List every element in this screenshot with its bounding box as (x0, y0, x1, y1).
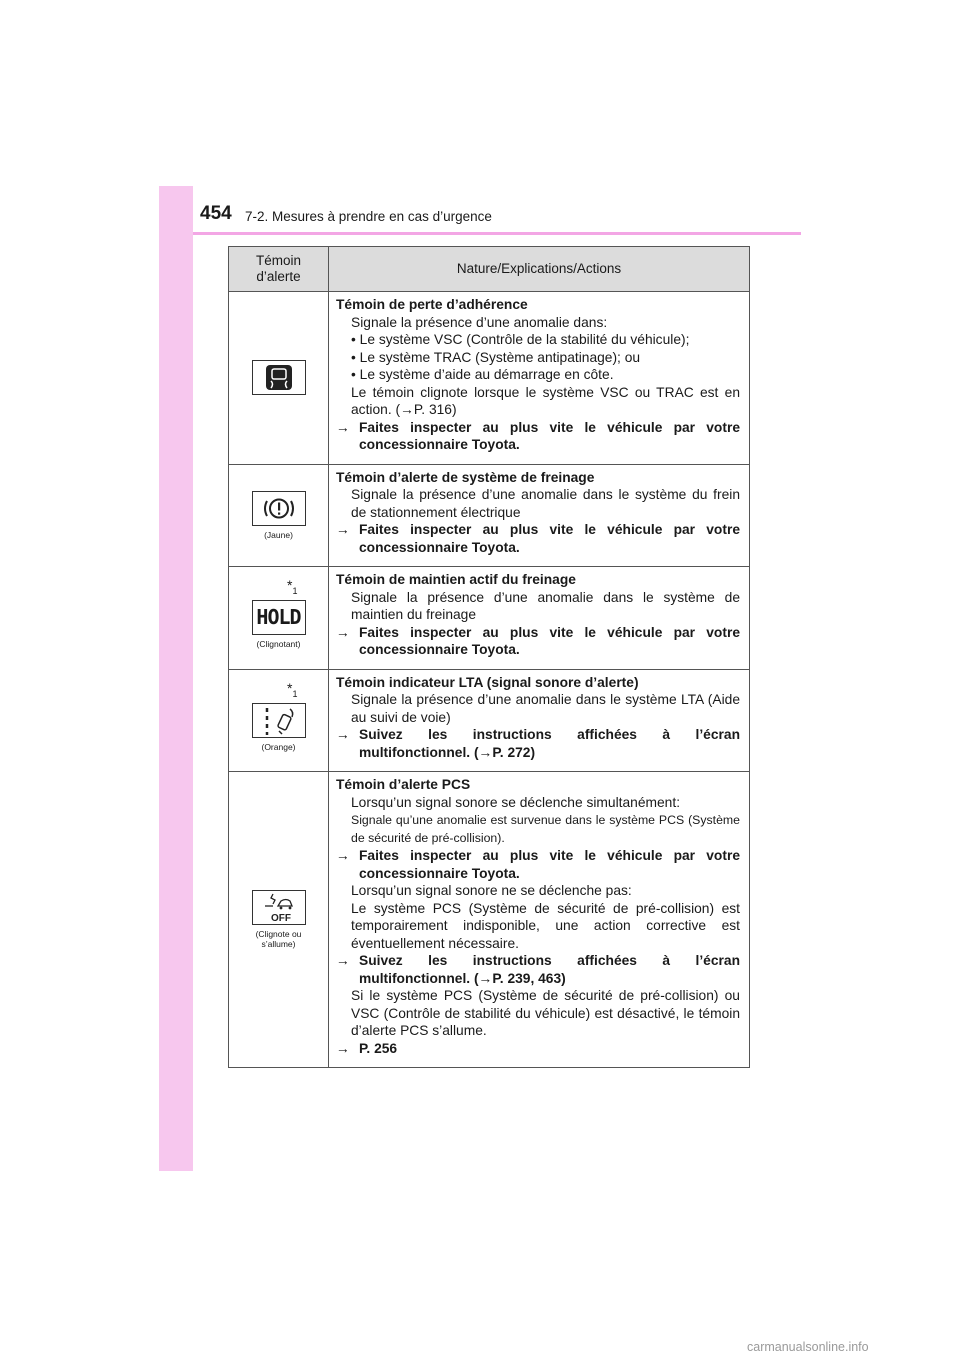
warning-title: Témoin d’alerte de système de freinage (336, 469, 595, 485)
warning-description: Signale la présence d’une anomalie dans: (351, 314, 608, 330)
table-row (229, 292, 750, 465)
table-row (229, 464, 750, 567)
action-instruction: → Faites inspecter au plus vite le véhicule par votre concessionnaire Toyota. (336, 419, 740, 452)
arrow-icon: → (336, 522, 350, 537)
description-cell (329, 292, 750, 465)
description-cell (329, 772, 750, 1068)
hold-text: HOLD (256, 605, 301, 630)
footnote-marker: $*_1$ (287, 679, 298, 699)
footnote-marker: $*_1$ (287, 577, 298, 596)
column-header-nature: Nature/Explications/Actions (329, 247, 750, 292)
lta-indicator-icon (252, 703, 306, 738)
description-cell (329, 669, 750, 772)
icon-caption: (Clignote ou s’allume) (255, 929, 302, 949)
slip-indicator-icon (252, 360, 306, 395)
condition-text: Lorsqu’un signal sonore ne se déclenche pas: (351, 883, 632, 898)
icon-cell (229, 567, 329, 670)
brake-system-warning-icon (252, 491, 306, 526)
icon-caption: (Clignotant) (256, 639, 301, 650)
warning-description: Signale qu’une anomalie est survenue dans le système PCS (Système de sécurité de pré-collision). (351, 813, 740, 845)
svg-text:OFF: OFF (270, 913, 291, 924)
warning-title: Témoin de perte d’adhérence (336, 297, 528, 312)
arrow-icon: → (336, 624, 350, 640)
arrow-icon: → (336, 727, 350, 742)
table-row (229, 669, 750, 772)
icon-caption: (Jaune) (264, 529, 293, 540)
warning-note: Le témoin clignote lorsque le système VSC ou TRAC est en action. (→P. 316) (351, 384, 740, 417)
warning-description: Si le système PCS (Système de sécurité de pré-collision) ou VSC (Contrôle de stabilité du véhicule) est désactivé, le témoin d’alerte PCS s’allume. (351, 988, 740, 1038)
side-color-band (159, 186, 193, 1171)
list-item: • Le système VSC (Contrôle de la stabilité du véhicule); (351, 332, 690, 347)
arrow-icon: → (336, 419, 350, 435)
icon-cell (229, 292, 329, 465)
arrow-icon: → (336, 1040, 350, 1056)
action-instruction: → Faites inspecter au plus vite le véhicule par votre concessionnaire Toyota. (336, 848, 740, 881)
page-number: 454 (200, 203, 232, 224)
icon-cell (229, 669, 329, 772)
action-instruction: → Suivez les instructions affichées à l’écran multifonctionnel. (→P. 239, 463) (336, 953, 740, 986)
icon-cell (229, 464, 329, 567)
warning-description: Signale la présence d’une anomalie dans le système LTA (Aide au suivi de voie) (351, 692, 740, 725)
list-item: • Le système d’aide au démarrage en côte. (351, 367, 614, 382)
warning-light-table (228, 246, 750, 1068)
condition-text: Lorsqu’un signal sonore se déclenche simultanément: (351, 794, 681, 810)
header-rule (193, 232, 801, 235)
action-instruction: → P. 256 (336, 1040, 398, 1056)
icon-cell (229, 772, 329, 1068)
action-instruction: → Suivez les instructions affichées à l’écran multifonctionnel. (→P. 272) (336, 727, 740, 760)
pcs-warning-icon (252, 890, 306, 925)
table-row (229, 772, 750, 1068)
warning-title: Témoin de maintien actif du freinage (336, 572, 576, 587)
list-item: • Le système TRAC (Système antipatinage); ou (351, 349, 641, 365)
watermark: carmanualsonline.info (747, 1340, 869, 1354)
warning-title: Témoin d’alerte PCS (336, 777, 471, 792)
table-row (229, 567, 750, 670)
column-header-icon: Témoin d’alerte (229, 247, 329, 292)
warning-description: Signale la présence d’une anomalie dans le système du frein de stationnement électrique (351, 487, 740, 520)
arrow-icon: → (336, 848, 350, 863)
arrow-icon: → (336, 953, 350, 968)
action-instruction: → Faites inspecter au plus vite le véhicule par votre concessionnaire Toyota. (336, 522, 740, 555)
section-title: 7-2. Mesures à prendre en cas d’urgence (245, 209, 492, 224)
warning-description: Le système PCS (Système de sécurité de pré-collision) est temporairement indisponible, une action corrective est éventuellement nécessaire. (351, 900, 740, 951)
table-header-row (229, 247, 750, 292)
description-cell (329, 567, 750, 670)
action-instruction: → Faites inspecter au plus vite le véhicule par votre concessionnaire Toyota. (336, 624, 740, 657)
warning-title: Témoin indicateur LTA (signal sonore d’alerte) (336, 674, 639, 690)
icon-caption: (Orange) (261, 741, 296, 752)
warning-description: Signale la présence d’une anomalie dans le système de maintien du freinage (351, 589, 740, 622)
hold-indicator-icon (252, 600, 306, 635)
description-cell (329, 464, 750, 567)
